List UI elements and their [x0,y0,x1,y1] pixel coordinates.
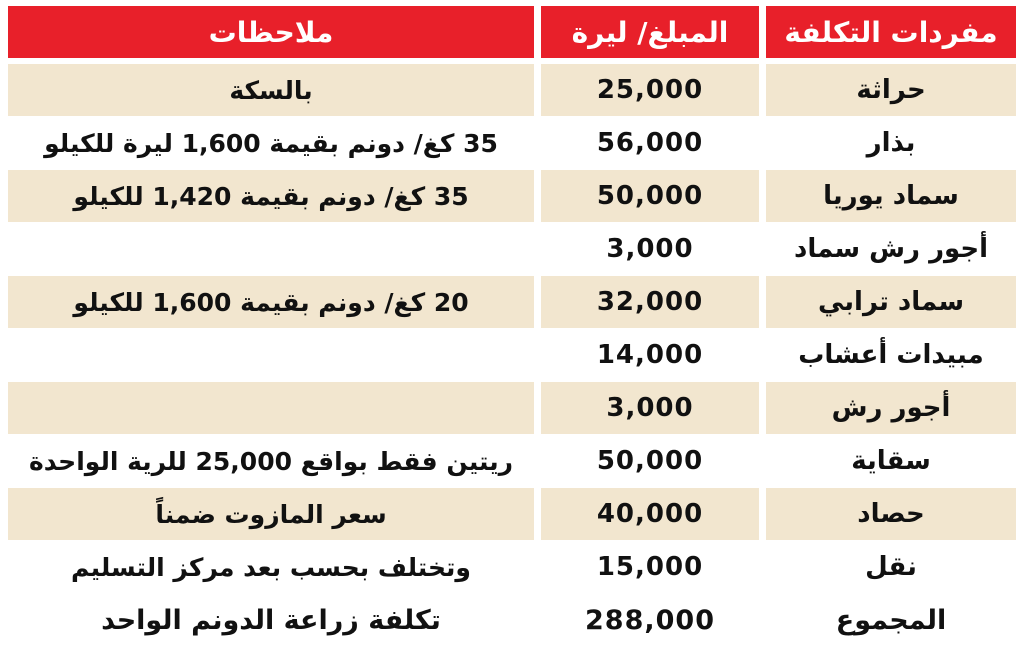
row-item: سماد يوريا [766,170,1016,222]
header-item: مفردات التكلفة [766,6,1016,58]
row-amount: 14,000 [541,329,759,381]
table-row [0,64,1024,116]
row-note: بالسكة [8,64,534,116]
row-item: أجور رش سماد [766,223,1016,275]
table-row [0,276,1024,328]
total-note: تكلفة زراعة الدونم الواحد [8,594,534,646]
row-amount: 25,000 [541,64,759,116]
row-amount: 56,000 [541,117,759,169]
row-amount: 50,000 [541,435,759,487]
total-label: المجموع [766,594,1016,646]
row-note [8,223,534,275]
table-row [0,223,1024,275]
row-note: وتختلف بحسب بعد مركز التسليم [8,541,534,593]
table-row [0,329,1024,381]
row-amount: 40,000 [541,488,759,540]
table-row [0,541,1024,593]
row-amount: 50,000 [541,170,759,222]
row-note: 35 كغ/ دونم بقيمة 1,420 للكيلو [8,170,534,222]
header-notes: ملاحظات [8,6,534,58]
row-note [8,329,534,381]
row-note [8,382,534,434]
table-row [0,382,1024,434]
row-note: 20 كغ/ دونم بقيمة 1,600 للكيلو [8,276,534,328]
total-amount: 288,000 [541,594,759,646]
row-item: حراثة [766,64,1016,116]
row-note: 35 كغ/ دونم بقيمة 1,600 ليرة للكيلو [8,117,534,169]
total-row [0,594,1024,646]
table-row [0,435,1024,487]
row-item: بذار [766,117,1016,169]
row-note: سعر المازوت ضمناً [8,488,534,540]
row-item: سقاية [766,435,1016,487]
table-row [0,170,1024,222]
row-item: أجور رش [766,382,1016,434]
row-item: مبيدات أعشاب [766,329,1016,381]
row-amount: 32,000 [541,276,759,328]
row-amount: 15,000 [541,541,759,593]
row-item: نقل [766,541,1016,593]
row-amount: 3,000 [541,223,759,275]
header-amount: المبلغ/ ليرة [541,6,759,58]
table-header [0,6,1024,58]
row-note: ريتين فقط بواقع 25,000 للرية الواحدة [8,435,534,487]
row-item: حصاد [766,488,1016,540]
table-row [0,117,1024,169]
row-item: سماد ترابي [766,276,1016,328]
table-row [0,488,1024,540]
row-amount: 3,000 [541,382,759,434]
